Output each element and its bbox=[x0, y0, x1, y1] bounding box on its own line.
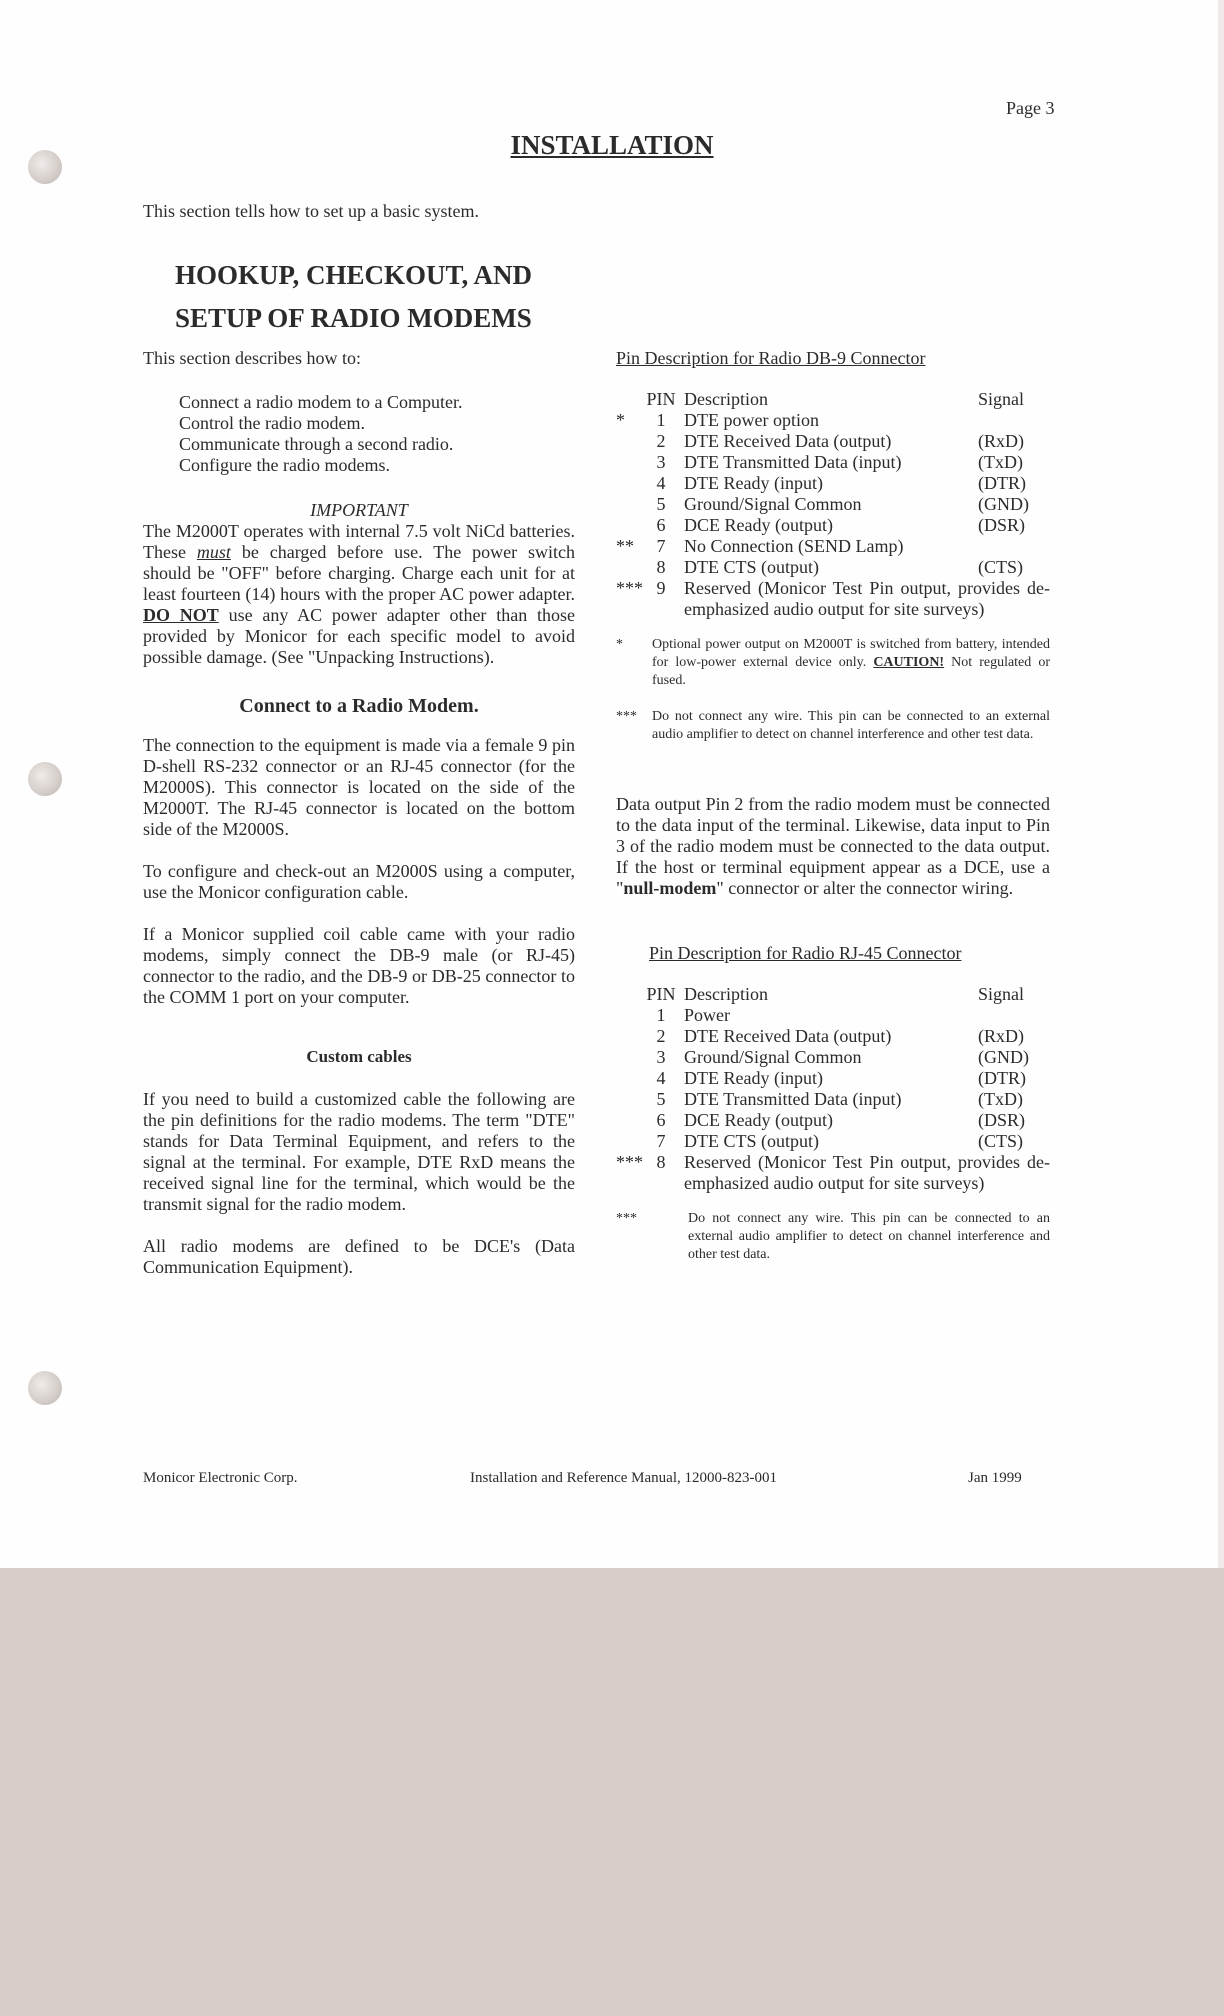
pin-mark bbox=[616, 431, 644, 452]
rj45-pin-table bbox=[616, 984, 1050, 1194]
connect-heading: Connect to a Radio Modem. bbox=[239, 695, 479, 717]
footnote-mark: * bbox=[616, 637, 623, 652]
footnote-text: Do not connect any wire. This pin can be connected to an external audio amplifier to detect on channel interference and other test data. bbox=[688, 1211, 1050, 1262]
caution-label: CAUTION! bbox=[873, 655, 945, 670]
pin-number: 7 bbox=[656, 536, 666, 556]
column-header: Description bbox=[684, 984, 768, 1004]
footnote bbox=[616, 636, 1050, 690]
rj45-section-title: Pin Description for Radio RJ-45 Connector bbox=[649, 943, 962, 963]
footnote bbox=[616, 1210, 1050, 1264]
paragraph-part: Data output Pin 2 from the radio modem must be connected to the data input of the terminal. Likewise, data input to Pin 3 of the radio modem must be connected to the data output. If the host or terminal equipment appear as a DCE, use a " bbox=[616, 794, 1050, 898]
section-heading-line: SETUP OF RADIO MODEMS bbox=[175, 303, 532, 333]
pin-signal: (GND) bbox=[978, 1047, 1029, 1067]
section-heading bbox=[175, 254, 532, 340]
page-title: INSTALLATION bbox=[510, 130, 714, 160]
pin-signal: (TxD) bbox=[978, 452, 1023, 472]
pin-mark bbox=[616, 473, 644, 494]
column-header: PIN bbox=[646, 389, 676, 409]
footer-company: Monicor Electronic Corp. bbox=[143, 1470, 298, 1486]
section-heading-line: HOOKUP, CHECKOUT, AND bbox=[175, 260, 533, 290]
table-row bbox=[616, 1026, 1050, 1047]
pin-description: Reserved (Monicor Test Pin output, provides de-emphasized audio output for site surveys) bbox=[684, 578, 1050, 619]
custom-cables-heading: Custom cables bbox=[306, 1047, 412, 1066]
footnote-part: Not regulated or fused. bbox=[652, 655, 1050, 688]
pin-number: 5 bbox=[656, 494, 666, 514]
pin-signal: (CTS) bbox=[978, 557, 1023, 577]
pin-description: DTE Ready (input) bbox=[684, 1068, 823, 1088]
table-row bbox=[616, 1131, 1050, 1152]
paragraph-bold: null-modem bbox=[623, 878, 717, 898]
important-label: IMPORTANT bbox=[310, 500, 408, 520]
task-list bbox=[143, 392, 575, 476]
custom-paragraph: If you need to build a customized cable the following are the pin definitions for the radio modems. The term "DTE" stands for Data Terminal Equipment, and refers to the signal at the terminal. For example, DTE RxD means the received signal line for the terminal, which would be the transmit signal for the radio modem. bbox=[143, 1089, 575, 1214]
db9-section-title: Pin Description for Radio DB-9 Connector bbox=[616, 348, 926, 368]
footer-manual: Installation and Reference Manual, 12000-823-001 bbox=[470, 1470, 777, 1486]
battery-emphasis: must bbox=[196, 542, 231, 562]
connect-paragraph: The connection to the equipment is made via a female 9 pin D-shell RS-232 connector or an RJ-45 connector (for the M2000S). This connector is located on the side of the M2000T. The RJ-45 connector is located on the bottom side of the M2000S. bbox=[143, 735, 575, 839]
pin-description: DCE Ready (output) bbox=[684, 1110, 833, 1130]
page-number: Page 3 bbox=[1006, 98, 1055, 118]
table-row bbox=[616, 410, 1050, 431]
pin-description: Reserved (Monicor Test Pin output, provides de-emphasized audio output for site surveys) bbox=[684, 1152, 1050, 1193]
pin-description: DTE CTS (output) bbox=[684, 557, 819, 577]
column-header: Signal bbox=[978, 984, 1025, 1004]
pin-mark: *** bbox=[616, 1152, 643, 1172]
pin-mark bbox=[616, 452, 644, 473]
pin-description: Power bbox=[684, 1005, 730, 1025]
pin-number: 3 bbox=[656, 452, 666, 472]
table-row bbox=[616, 515, 1050, 536]
table-row bbox=[616, 1110, 1050, 1131]
pin-description: DTE power option bbox=[684, 410, 819, 430]
pin-number: 2 bbox=[656, 431, 666, 451]
column-header: PIN bbox=[646, 984, 676, 1004]
intro-text: This section tells how to set up a basic system. bbox=[143, 201, 479, 221]
pin-description: DTE CTS (output) bbox=[684, 1131, 819, 1151]
battery-text: be charged before use. The power switch should be "OFF" before charging. Charge each unit for at least fourteen (14) hours with the proper AC power adapter. bbox=[143, 542, 575, 604]
footnote-mark: *** bbox=[616, 709, 637, 724]
pin-description: DTE Transmitted Data (input) bbox=[684, 1089, 902, 1109]
footnote bbox=[616, 708, 1050, 744]
footer-date: Jan 1999 bbox=[968, 1470, 1022, 1486]
pin-signal: (CTS) bbox=[978, 1131, 1023, 1151]
table-row bbox=[616, 1068, 1050, 1089]
pin-mark bbox=[616, 1131, 644, 1152]
pin-mark bbox=[616, 515, 644, 536]
footnote-text bbox=[652, 636, 1050, 690]
table-row bbox=[616, 1152, 1050, 1194]
pin-signal bbox=[978, 536, 1050, 557]
describes-text: This section describes how to: bbox=[143, 348, 361, 368]
footnote-part: Optional power output on M2000T is switched from battery, intended for low-power external device only. bbox=[652, 637, 1050, 670]
pin-number: 9 bbox=[656, 578, 666, 598]
table-row bbox=[616, 1047, 1050, 1068]
connect-paragraph: To configure and check-out an M2000S using a computer, use the Monicor configuration cable. bbox=[143, 861, 575, 902]
pin-signal: (DSR) bbox=[978, 1110, 1026, 1130]
table-row bbox=[616, 473, 1050, 494]
pin-description: Ground/Signal Common bbox=[684, 1047, 862, 1067]
pin-number: 1 bbox=[656, 410, 666, 430]
pin-number: 4 bbox=[656, 1068, 666, 1088]
pin-number: 8 bbox=[656, 557, 666, 577]
pin-signal: (RxD) bbox=[978, 431, 1024, 451]
list-item: Configure the radio modems. bbox=[179, 455, 390, 475]
pin-number: 4 bbox=[656, 473, 666, 493]
pin-description: DTE Transmitted Data (input) bbox=[684, 452, 902, 472]
paragraph-part: " connector or alter the connector wiring. bbox=[716, 878, 1014, 898]
pin-mark bbox=[616, 1005, 644, 1026]
binder-hole bbox=[28, 762, 62, 796]
pin-number: 7 bbox=[656, 1131, 666, 1151]
table-row bbox=[616, 494, 1050, 515]
battery-text: use any AC power adapter other than those provided by Monicor for each specific model to avoid possible damage. (See "Unpacking Instructions). bbox=[143, 605, 575, 667]
pin-mark: * bbox=[616, 410, 625, 430]
pin-number: 1 bbox=[656, 1005, 666, 1025]
pin-description: DTE Received Data (output) bbox=[684, 1026, 892, 1046]
list-item: Control the radio modem. bbox=[179, 413, 365, 433]
pin-number: 2 bbox=[656, 1026, 666, 1046]
pin-description: DCE Ready (output) bbox=[684, 515, 833, 535]
pin-number: 8 bbox=[656, 1152, 666, 1172]
connect-paragraph: If a Monicor supplied coil cable came with your radio modems, simply connect the DB-9 male (or RJ-45) connector to the radio, and the DB-9 or DB-25 connector to the COMM 1 port on your computer. bbox=[143, 924, 575, 1007]
pin-number: 6 bbox=[656, 515, 666, 535]
right-column bbox=[616, 348, 1050, 1264]
pin-signal: (DTR) bbox=[978, 1068, 1026, 1088]
pin-signal: (DTR) bbox=[978, 473, 1026, 493]
table-row bbox=[616, 431, 1050, 452]
table-row bbox=[616, 557, 1050, 578]
footnote-mark: *** bbox=[616, 1211, 637, 1226]
list-item: Communicate through a second radio. bbox=[179, 434, 454, 454]
pin-mark bbox=[616, 1026, 644, 1047]
table-header-row bbox=[616, 389, 1050, 410]
pin-number: 3 bbox=[656, 1047, 666, 1067]
footnote-text: Do not connect any wire. This pin can be connected to an external audio amplifier to detect on channel interference and other test data. bbox=[652, 709, 1050, 742]
battery-paragraph bbox=[143, 521, 575, 668]
db9-pin-table bbox=[616, 389, 1050, 620]
pin-mark bbox=[616, 494, 644, 515]
battery-text: The M2000T operates with internal 7.5 volt NiCd batteries. These bbox=[143, 521, 575, 562]
pin-description: DTE Ready (input) bbox=[684, 473, 823, 493]
page-edge bbox=[1218, 0, 1224, 1568]
pin-mark bbox=[616, 1047, 644, 1068]
pin-description: Ground/Signal Common bbox=[684, 494, 862, 514]
pin-number: 6 bbox=[656, 1110, 666, 1130]
pin-signal bbox=[978, 410, 1050, 431]
pin-mark bbox=[616, 557, 644, 578]
table-row bbox=[616, 1089, 1050, 1110]
pin-signal: (GND) bbox=[978, 494, 1029, 514]
data-output-paragraph bbox=[616, 794, 1050, 899]
left-column bbox=[143, 348, 575, 1278]
pin-mark: ** bbox=[616, 536, 634, 556]
pin-mark bbox=[616, 1068, 644, 1089]
pin-mark bbox=[616, 1089, 644, 1110]
pin-description: No Connection (SEND Lamp) bbox=[684, 536, 904, 556]
list-item: Connect a radio modem to a Computer. bbox=[179, 392, 463, 412]
table-row bbox=[616, 578, 1050, 620]
pin-number: 5 bbox=[656, 1089, 666, 1109]
table-row bbox=[616, 452, 1050, 473]
battery-warning: DO NOT bbox=[143, 605, 219, 625]
custom-paragraph: All radio modems are defined to be DCE's (Data Communication Equipment). bbox=[143, 1236, 575, 1277]
pin-description: DTE Received Data (output) bbox=[684, 431, 892, 451]
table-header-row bbox=[616, 984, 1050, 1005]
table-row bbox=[616, 536, 1050, 557]
table-row bbox=[616, 1005, 1050, 1026]
column-header: Description bbox=[684, 389, 768, 409]
pin-signal: (DSR) bbox=[978, 515, 1026, 535]
pin-signal bbox=[978, 1005, 1050, 1026]
pin-signal: (RxD) bbox=[978, 1026, 1024, 1046]
column-header: Signal bbox=[978, 389, 1025, 409]
pin-mark bbox=[616, 1110, 644, 1131]
pin-signal: (TxD) bbox=[978, 1089, 1023, 1109]
binder-hole bbox=[28, 1371, 62, 1405]
pin-mark: *** bbox=[616, 578, 643, 598]
